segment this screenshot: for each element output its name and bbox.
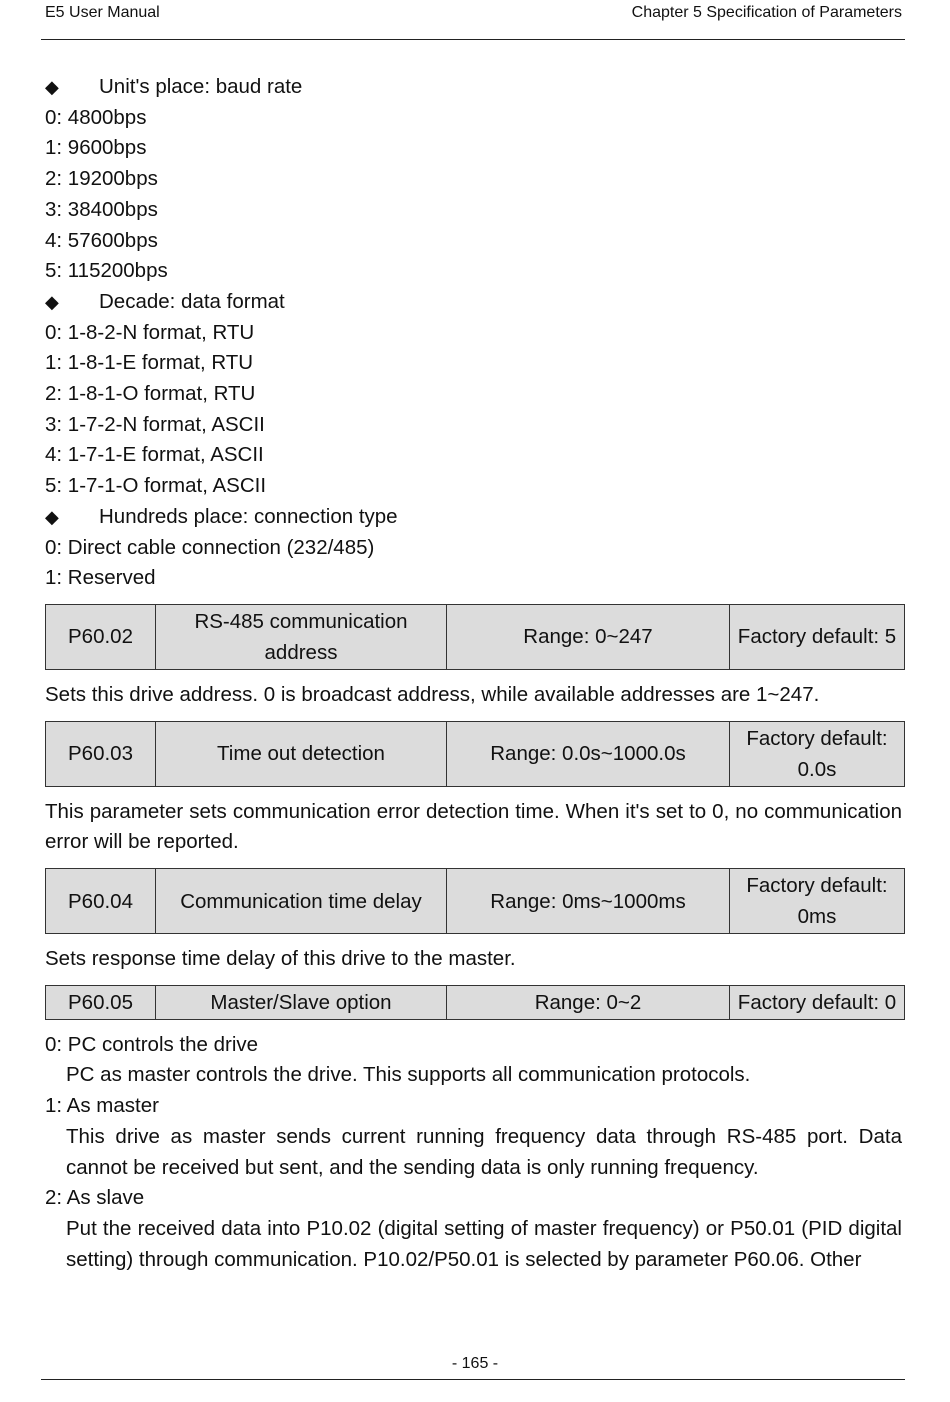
format-option: 4: 1-7-1-E format, ASCII — [45, 443, 264, 467]
param-code: P60.02 — [46, 604, 156, 669]
format-option: 2: 1-8-1-O format, RTU — [45, 382, 256, 406]
baud-rate-heading-text: Unit's place: baud rate — [99, 75, 303, 98]
data-format-heading-text: Decade: data format — [99, 289, 285, 313]
param-description: Sets response time delay of this drive to the master. — [45, 947, 516, 971]
page-content — [45, 72, 902, 1275]
param-default: Factory default: 5 — [730, 604, 905, 669]
baud-option: 2: 19200bps — [45, 167, 158, 191]
param-name: Time out detection — [156, 721, 447, 786]
master-slave-option-detail: PC as master controls the drive. This supports all communication protocols. — [66, 1063, 751, 1087]
connection-type-heading — [45, 502, 902, 533]
diamond-bullet-icon: ◆ — [45, 506, 59, 527]
param-description: Sets this drive address. 0 is broadcast address, while available addresses are 1~247. — [45, 682, 820, 706]
param-table-p6005 — [45, 985, 905, 1020]
baud-option: 5: 115200bps — [45, 259, 168, 283]
format-option: 1: 1-8-1-E format, RTU — [45, 351, 254, 375]
param-code: P60.03 — [46, 721, 156, 786]
baud-option: 3: 38400bps — [45, 197, 158, 221]
baud-option: 1: 9600bps — [45, 136, 147, 160]
param-default: Factory default: 0.0s — [730, 721, 905, 786]
param-range: Range: 0.0s~1000.0s — [447, 721, 730, 786]
header-manual-title: E5 User Manual — [45, 4, 160, 21]
connection-option: 0: Direct cable connection (232/485) — [45, 535, 375, 559]
baud-option: 4: 57600bps — [45, 228, 158, 252]
param-description: This parameter sets communication error detection time. When it's set to 0, no communication error will be reported. — [45, 799, 902, 854]
param-code: P60.04 — [46, 869, 156, 934]
diamond-bullet-icon: ◆ — [45, 77, 59, 97]
master-slave-option: 1: As master — [45, 1094, 159, 1118]
format-option: 5: 1-7-1-O format, ASCII — [45, 474, 267, 498]
param-name: Master/Slave option — [156, 985, 447, 1019]
page-number: - 165 - — [451, 1355, 499, 1372]
param-range: Range: 0~2 — [447, 985, 730, 1019]
connection-type-heading-text: Hundreds place: connection type — [99, 504, 398, 528]
format-option: 3: 1-7-2-N format, ASCII — [45, 412, 265, 436]
param-range: Range: 0ms~1000ms — [447, 869, 730, 934]
header-chapter-title: Chapter 5 Specification of Parameters — [631, 4, 902, 21]
param-name: Communication time delay — [156, 869, 447, 934]
master-slave-option-detail: Put the received data into P10.02 (digital setting of master frequency) or P50.01 (PID digital setting) through communication. P10.02/P50.01 is selected by parameter P60.06. Other — [66, 1216, 902, 1271]
master-slave-option: 2: As slave — [45, 1186, 145, 1210]
param-table-p6003 — [45, 721, 905, 787]
footer-rule — [41, 1379, 905, 1380]
diamond-bullet-icon: ◆ — [45, 291, 59, 312]
param-table-p6002 — [45, 604, 905, 670]
data-format-heading — [45, 287, 902, 318]
baud-option: 0: 4800bps — [45, 105, 147, 129]
page-header — [45, 4, 902, 26]
format-option: 0: 1-8-2-N format, RTU — [45, 320, 255, 344]
param-code: P60.05 — [46, 985, 156, 1019]
param-default: Factory default: 0ms — [730, 869, 905, 934]
connection-option: 1: Reserved — [45, 566, 156, 590]
master-slave-option-detail: This drive as master sends current running frequency data through RS-485 port. Data cannot be received but sent, and the sending data is only running frequency. — [66, 1124, 902, 1179]
param-default: Factory default: 0 — [730, 985, 905, 1019]
header-rule — [41, 39, 905, 40]
master-slave-option: 0: PC controls the drive — [45, 1032, 259, 1056]
param-name: RS-485 communication address — [156, 604, 447, 669]
baud-rate-heading — [45, 72, 902, 103]
param-range: Range: 0~247 — [447, 604, 730, 669]
param-table-p6004 — [45, 868, 905, 934]
